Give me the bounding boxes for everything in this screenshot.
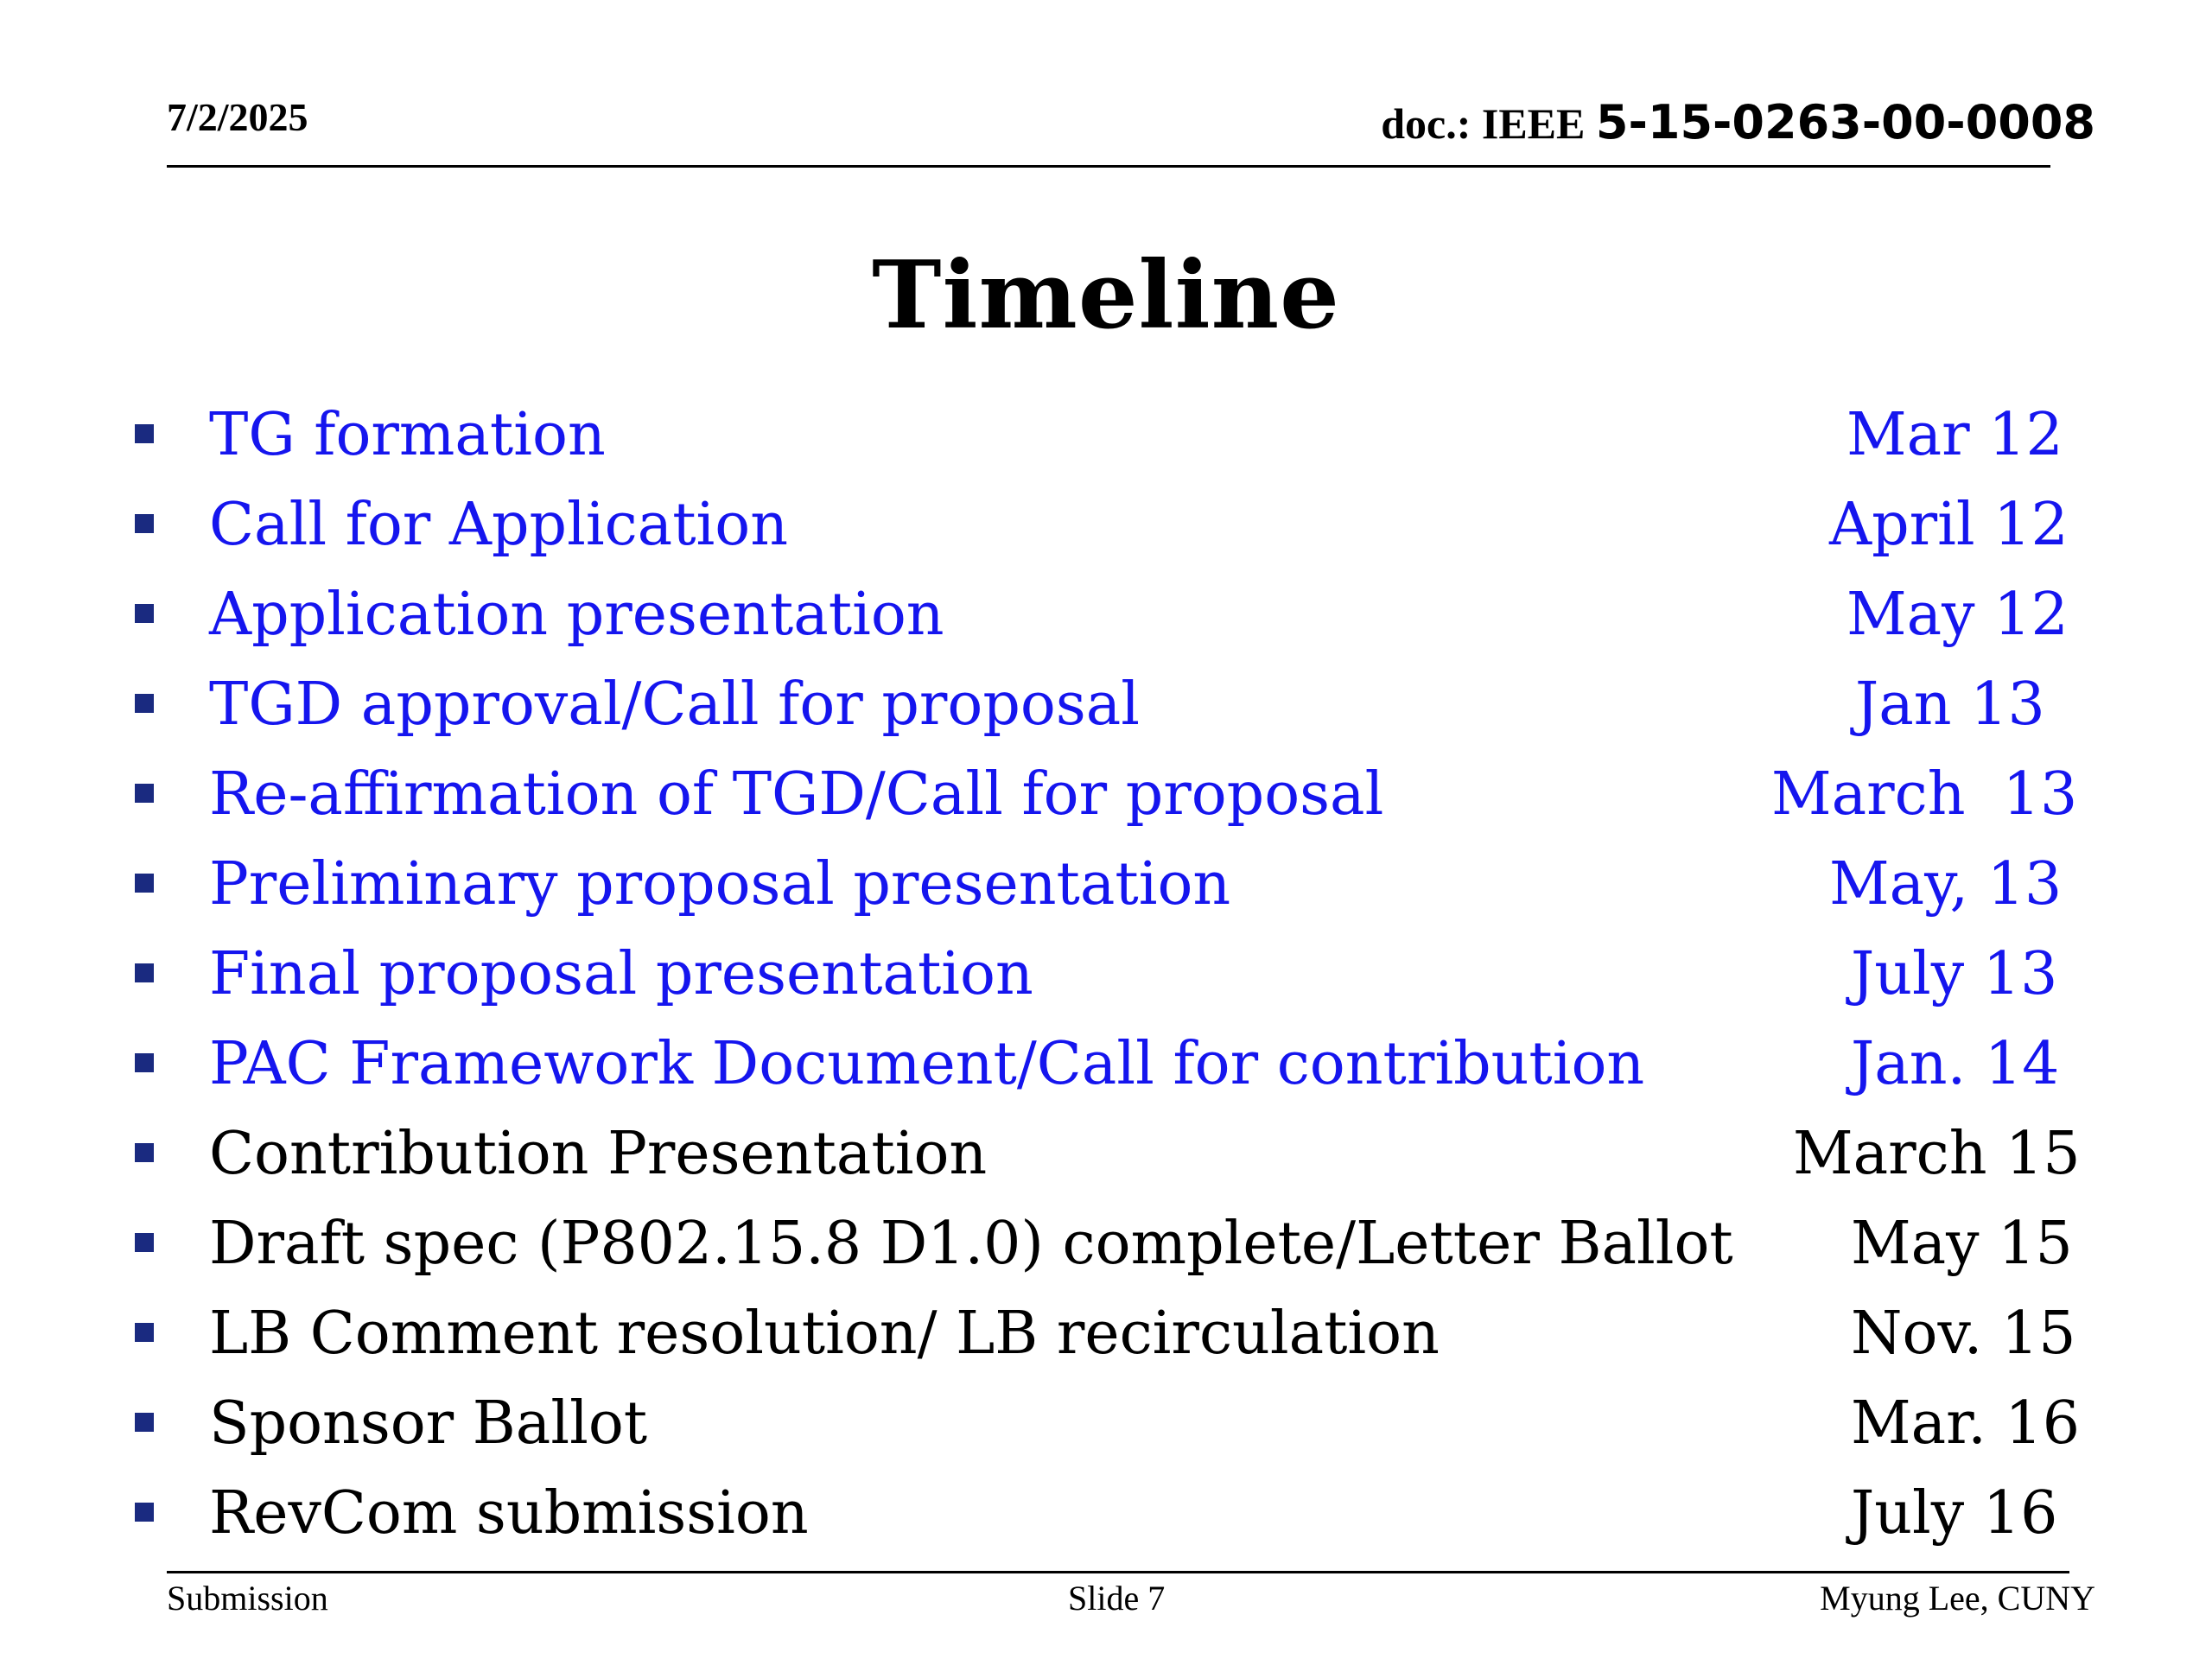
bullet-icon (135, 514, 154, 533)
timeline-item-label: LB Comment resolution/ LB recirculation (209, 1300, 1440, 1368)
bullet-icon (135, 424, 154, 443)
doc-number: 5-15-0263-00-0008 (1595, 95, 2095, 149)
timeline-item-date: May 12 (1847, 581, 2069, 649)
header-date: 7/2/2025 (167, 95, 308, 139)
timeline-item-label: TG formation (209, 401, 606, 469)
footer-slide-number: Slide 7 (1068, 1579, 1166, 1618)
footer-submission: Submission (167, 1579, 328, 1618)
timeline-item-label: Re-affirmation of TGD/Call for proposal (209, 760, 1384, 829)
timeline-item-label: Draft spec (P802.15.8 D1.0) complete/Letter Ballot (209, 1210, 1733, 1278)
timeline-item-date: Jan. 14 (1851, 1030, 2060, 1098)
timeline-item (0, 751, 2212, 841)
timeline-item-label: Contribution Presentation (209, 1120, 988, 1188)
timeline-item-date: Mar. 16 (1851, 1389, 2080, 1458)
timeline-item-date: May 15 (1851, 1210, 2073, 1278)
slide-title: Timeline (872, 241, 1340, 350)
timeline-item (0, 1380, 2212, 1470)
bullet-icon (135, 784, 154, 803)
timeline-item-label: RevCom submission (209, 1479, 809, 1548)
bullet-icon (135, 1143, 154, 1162)
timeline-item-date: March 15 (1793, 1120, 2081, 1188)
timeline-item-label: Call for Application (209, 491, 789, 559)
timeline-item-label: Preliminary proposal presentation (209, 850, 1231, 918)
bullet-icon (135, 874, 154, 893)
timeline-item-date: July 16 (1851, 1479, 2058, 1548)
bullet-icon (135, 1233, 154, 1252)
doc-prefix: doc.: IEEE (1381, 99, 1596, 148)
timeline-item (0, 1290, 2212, 1380)
timeline-item-date: July 13 (1851, 940, 2058, 1008)
bullet-icon (135, 694, 154, 713)
timeline-item-date: Mar 12 (1847, 401, 2063, 469)
timeline-item (0, 1470, 2212, 1560)
bullet-icon (135, 963, 154, 982)
timeline-item (0, 1110, 2212, 1200)
bullet-icon (135, 1503, 154, 1522)
timeline-item-date: April 12 (1829, 491, 2069, 559)
timeline-item-label: Sponsor Ballot (209, 1389, 648, 1458)
footer-author: Myung Lee, CUNY (1820, 1579, 2095, 1618)
bullet-icon (135, 1323, 154, 1342)
timeline-item-label: Final proposal presentation (209, 940, 1033, 1008)
timeline-item-date: Jan 13 (1855, 671, 2045, 739)
timeline-item-label: TGD approval/Call for proposal (209, 671, 1141, 739)
timeline-item (0, 931, 2212, 1020)
timeline-item-label: Application presentation (209, 581, 944, 649)
timeline-item (0, 1200, 2212, 1290)
footer-divider (167, 1571, 2069, 1573)
timeline-item (0, 841, 2212, 931)
bullet-icon (135, 604, 154, 623)
timeline-item (0, 1020, 2212, 1110)
timeline-item-label: PAC Framework Document/Call for contribution (209, 1030, 1645, 1098)
bullet-icon (135, 1053, 154, 1072)
timeline-item-date: Nov. 15 (1851, 1300, 2076, 1368)
timeline-item (0, 481, 2212, 571)
bullet-icon (135, 1413, 154, 1432)
timeline-item (0, 391, 2212, 481)
timeline-item (0, 661, 2212, 751)
timeline-item-date: March 13 (1771, 760, 2078, 829)
timeline-item-date: May, 13 (1829, 850, 2063, 918)
timeline-item (0, 571, 2212, 661)
